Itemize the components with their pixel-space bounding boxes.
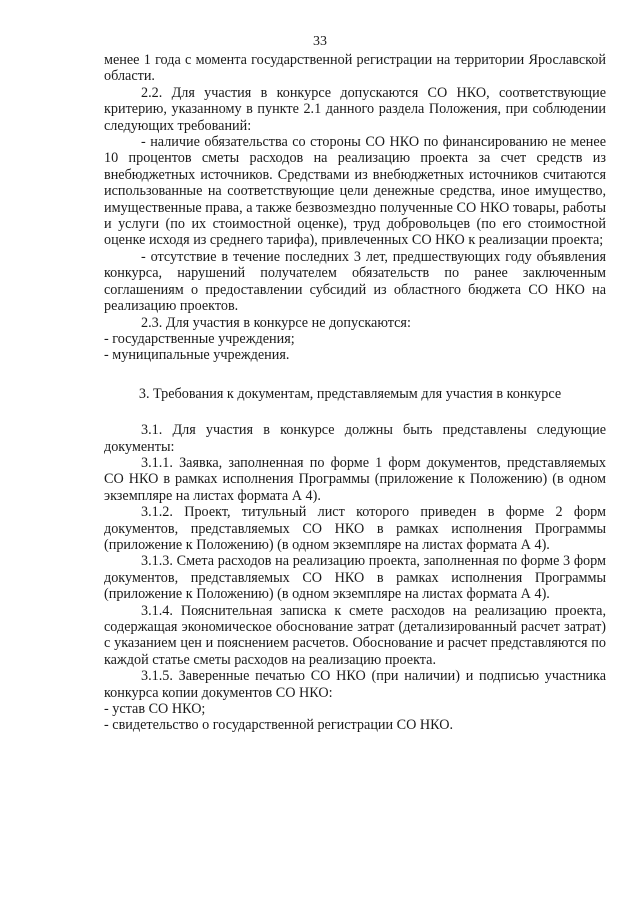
paragraph: 3.1.1. Заявка, заполненная по форме 1 форм документов, представляемых СО НКО в рамках исполнения Программы (приложение к Положению) (в одном экземпляре на листах формата А 4). — [104, 454, 606, 504]
paragraph: 3.1.3. Смета расходов на реализацию проекта, заполненная по форме 3 форм документов, представляемых СО НКО в рамках исполнения Программы (приложение к Положению) (в одном экземпляре на листах формата А 4). — [104, 553, 606, 603]
paragraph: - свидетельство о государственной регистрации СО НКО. — [104, 717, 454, 734]
paragraph: 3.1.5. Заверенные печатью СО НКО (при наличии) и подписью участника конкурса копии документов СО НКО: — [104, 668, 606, 701]
paragraph: менее 1 года с момента государственной регистрации на территории Ярославской области. — [104, 52, 606, 85]
paragraph: - муниципальные учреждения. — [104, 347, 290, 364]
paragraph: - отсутствие в течение последних 3 лет, предшествующих году объявления конкурса, нарушений получателем обязательств по ранее заключенным соглашениям о предоставлении субсидий из областного бюджета СО НКО на реализацию проектов. — [104, 248, 606, 315]
paragraph: 2.3. Для участия в конкурсе не допускаются: — [141, 314, 411, 331]
paragraph: 2.2. Для участия в конкурсе допускаются СО НКО, соответствующие критерию, указанному в пункте 2.1 данного раздела Положения, при соблюдении следующих требований: — [104, 84, 606, 134]
paragraph: 3.1.4. Пояснительная записка к смете расходов на реализацию проекта, содержащая экономическое обоснование затрат (детализированный расчет затрат) с указанием цен и пояснением расчетов. Обоснование и расчет представляются по каждой статье сметы расходов на реализацию проекта. — [104, 602, 606, 668]
paragraph: - государственные учреждения; — [104, 330, 295, 347]
section-heading: 3. Требования к документам, представляемым для участия в конкурсе — [138, 385, 562, 402]
paragraph: 3.1.2. Проект, титульный лист которого приведен в форме 2 форм документов, представляемых СО НКО в рамках исполнения Программы (приложение к Положению) (в одном экземпляре на листах формата А 4). — [104, 504, 606, 553]
paragraph: - наличие обязательства со стороны СО НКО по финансированию не менее 10 процентов сметы расходов на реализацию проекта за счет средств из внебюджетных источников. Средствами из внебюджетных источников считаются использованные на соответствующие цели денежные средства, иное имущество, имущественные права, а также безвозмездно полученные СО НКО товары, работы и услуги (по их стоимостной оценке), труд добровольцев (по его стоимостной оценке исходя из среднего тарифа), привлеченных СО НКО к реализации проекта; — [104, 134, 606, 249]
document-body — [104, 52, 606, 734]
paragraph: 3.1. Для участия в конкурсе должны быть представлены следующие документы: — [104, 422, 606, 455]
paragraph: - устав СО НКО; — [104, 701, 206, 718]
page-number: 33 — [313, 34, 327, 49]
